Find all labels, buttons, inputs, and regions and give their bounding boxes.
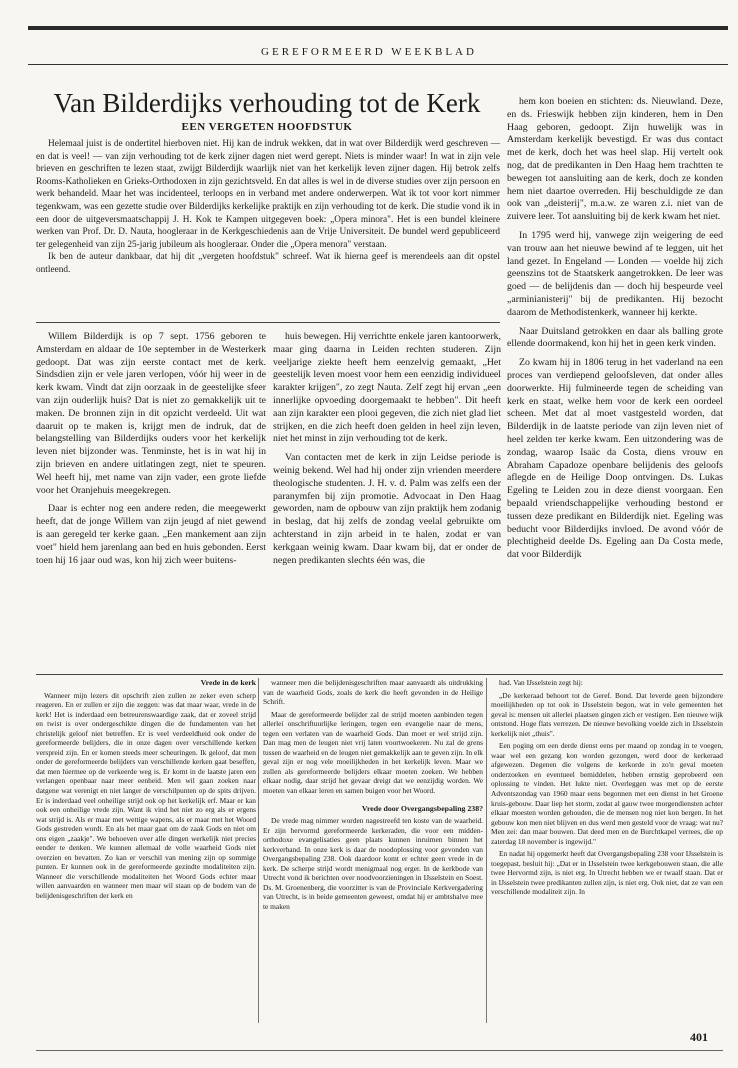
small-paragraph: „De kerkeraad behoort tot de Geref. Bond. Dat leverde geen bijzondere moeilijkheden op tot ook in IJsselstein begon, wat in vele gemeenten het geval is: mensen uit allerlei plaatsen gingen zich er vestigen. Een nieuwe wijk ontstond. Hoge flats verrezen. De nieuwe bevolking voelde zich in IJsselstein kerkelijk niet „thuis". xyxy=(491,690,723,738)
publication-masthead: GEREFORMEERD WEEKBLAD xyxy=(261,46,477,58)
page-number: 401 xyxy=(690,1030,708,1044)
small-paragraph: had. Van IJsselstein zegt hij: xyxy=(499,678,583,687)
small-paragraph: Een poging om een derde dienst eens per maand op zondag in te voegen, waar wel een gezang kon worden gezongen, werd door de kerkeraad afgewezen. Degenen die volgens de kerkorde in zo'n geval moeten onderzoeken en eventueel bemiddelen, hebben ernstig geprobeerd een oplossing te vinden. Het lukte niet. Overleggen was met op de eerste Adventszondag van 1960 maar eens begonnen met een dienst in het Groene kruis-gebouw. Daar liep het storm, zodat al gauw twee morgendiensten achter elkaar moesten worden gehouden, die de mensen nog niet kon bergen. In het gebouw kon men niet blijven en dus werd men gesteld voor de vraag: wat nu? Men zei: dan maar bouwen. Dat deed men en de Burchtkapel verrees, die op zaterdag 18 november is ingewijd." xyxy=(491,741,723,846)
top-border-rule xyxy=(28,26,728,30)
body-paragraph: Van contacten met de kerk in zijn Leidse periode is weinig bekend. Wel had hij onder zijn vrienden meerdere theologische studenten. J. H. v. d. Palm was zelfs een der paranymfen bij zijn promotie. Advocaat in Den Haag geworden, nam de opbouw van zijn praktijk hem zodanig in beslag, dat hij zelfs de zondag veelal gebruikte om achterstand in zijn arbeid in te halen, zodat er van kerkgaan weinig kwam. Daar kwam bij, dat er onder de negen predikanten slechts één was, die xyxy=(273,452,501,566)
small-paragraph: Maar de gereformeerde belijder zal de strijd moeten aanbinden tegen allerlei onschriftuurlijke leringen, tegen een evangelie naar de mens, tegen een verlaten van de waarheid Gods. Dan moet er wel strijd zijn. Dan mag men de leugen niet vrij laten voortwoekeren. Nu zal de grens tussen de waarheid en de leugen niet gemakkelijk aan te geven zijn. In elk geval zijn er nog vele moeilijkheden in het kerkelijk leven. Maar we zullen als gereformeerde belijders elkaar moeten zoeken. We hebben elkaar nodig, daar strijd het gevaar dreigt dat we eenzijdig worden. We moeten van elkaar leren en samen buigen voor het Woord. xyxy=(263,709,483,796)
section-divider xyxy=(36,674,723,675)
body-paragraph: hem kon boeien en stichten: ds. Nieuwland. Deze, en ds. Frieswijk hebben zijn kinderen, hem in Den Haag geboren, gedoopt. Zijn huwelijk was in Amsterdam kerkelijk bevestigd. Er was dus contact met de kerk, doch het was heel slap. Hij vertelt ook nog, dat de predikanten in Den Haag hem trachtten te bewegen tot aansluiting aan de kerk, doch ze konden hem niet daartoe overreden. Hij beschuldigde ze dan ook van „deisterij", m.a.w. ze waren z.i. niet van de zuivere leer. Tot aansluiting bij de kerk kwam het niet. xyxy=(507,96,723,223)
small-paragraph: De vrede mag nimmer worden nagestreefd ten koste van de waarheid. Er zijn hervormd gereformeerde kerkeraden, die voor een midden-orthodoxe evangelisaties geen plaats kunnen inruimen binnen het kerkverband. In onze kerk is daar de noodoplossing voor gevonden van Overgangsbepaling 238. Ook daardoor komt er echter geen vrede in de kerk. De scherpe strijd wordt menigmaal nog erger. In de kerkbode van Utrecht vond ik berichten over noodvoorzieningen in IJsselstein en Soest. Ds. M. Groenenberg, die voorzitter is van de Provinciale Kerkvergadering van Utrecht, is in beide gemeenten geweest, omdat hij er ambtshalve mee te maken xyxy=(263,816,483,912)
article-body-column-1 xyxy=(36,331,266,671)
article-subtitle: EEN VERGETEN HOOFDSTUK xyxy=(181,121,353,133)
body-paragraph: In 1795 werd hij, vanwege zijn weigering de eed van trouw aan het nieuwe bewind af te leggen, uit het land gezet. In Engeland — Londen — voelde hij zich geenszins tot de Staatskerk aangetrokken. De leer was goed — de belijdenis dan — doch hij bespeurde veel „arminianisterij" bij de predikanten. Hij bezocht daarom de Methodistenkerk, wanneer hij kerkte. xyxy=(507,229,723,318)
vrede-column xyxy=(36,678,256,1026)
footer-rule xyxy=(36,1050,723,1051)
article-title: Van Bilderdijks verhouding tot de Kerk xyxy=(53,88,481,118)
intro-paragraph: Helemaal juist is de ondertitel hierboven niet. Hij kan de indruk wekken, dat in wat over Bilderdijk werd geschreven — en dat is veel! — van zijn verhouding tot de kerk zijner dagen niet werd gerept. Niets is minder waar! In wat in zijn vele brieven en geschriften te lezen staat, zwijgt Bilderdijk waarlijk niet van het kerkelijk leven zijner dagen. Hij betrok zelfs Rooms-Katholieken en Grieks-Orthodoxen in zijn gezichtsveld. En dat alles is wel in de diverse studies over zijn persoon en werk behandeld. Maar het was incidenteel, terloops en in verband met andere onderwerpen. Wat ik tot voor kort nimmer tegenkwam, was een gezette studie over Bilderdijks kerkelijke praktijk en zijn verhouding tot de kerk. Die studie vond ik in een door de uitgeversmaatschappij J. H. Kok te Kampen uitgegeven boek: „Opera minora". Het is een bundel kleinere werken van Prof. Dr. D. Nauta, hoogleraar in de Kerkgeschiedenis aan de Vrije Universiteit. De bundel werd gepubliceerd ter gelegenheid van zijn 25-jarig jubileum als hoogleraar. Onder die „Opera menora" verstaan. xyxy=(36,139,500,250)
body-paragraph: Willem Bilderdijk is op 7 sept. 1756 geboren te Amsterdam en aldaar de 10e september in de Westerkerk gedoopt. Dat was zijn eerste contact met de kerk. Sindsdien zijn er vele jaren verlopen, vóór hij weer in de kerk kwam. Vindt dat zijn oorzaak in de geestelijke sfeer van zijn ouderlijk huis? Dat is niet zo gemakkelijk uit te maken. De bronnen zijn in dit opzicht verdeeld. Uit wat daaruit op te maken is, krijgt men de indruk, dat de belangstelling van Bilderdijks ouders voor het kerkelijk leven niet bijzonder was. Tenminste, het is in wat hij in zijn brieven en andere uitlatingen zegt, niet te speuren. Wel heeft hij, met name van zijn vader, een grote liefde voor het Oranjehuis meegekregen. xyxy=(36,331,266,496)
body-paragraph: Daar is echter nog een andere reden, die meegewerkt heeft, dat de jonge Willem van zijn jeugd af niet gewend is aan geregeld ter kerke gaan. „Een mankement aan zijn voet" hield hem jarenlang aan bed en huis gebonden. Eerst toen hij 16 jaar oud was, kon hij zich weer buitens- xyxy=(36,503,266,566)
small-paragraph: En nadat hij opgemerkt heeft dat Overgangsbepaling 238 voor IJsselstein is toegepast, besluit hij: „Dat er in IJsselstein twee kerkgebouwen staan, die alle twee Hervormd zijn, is niet erg. In Utrecht hebben we er twaalf staan. Dat er in IJsselstein twee predikanten zullen zijn, is niet erg. Ook niet, dat ze van een verschillende modaliteit zijn. In xyxy=(491,849,723,897)
column-divider xyxy=(258,678,259,1023)
middle-small-column xyxy=(263,678,483,1026)
column-divider xyxy=(486,678,487,1023)
body-paragraph: Zo kwam hij in 1806 terug in het vaderland na een proces van verdiepend geloofsleven, dat onder alles doorwerkte. Hij fulmineerde tegen de scheiding van kerk en staat, welke hem voor de kerk een oordeel scheen. Met dat al moet vastgesteld worden, dat Bilderdijk in de laatste periode van zijn leven niet of heel zelden ter kerke kwam. Een uitzondering was de zondag, waarop Isaäc da Costa, diens vrouw en Abraham Capadoze openbare belijdenis des geloofs aflegde en de Heilige Doop ontvingen. Ds. Lukas Egeling te Leiden zou in deze dienst voorgaan. Een bepaald vriendschappelijke verhouding bestond er tussen deze predikant en Bilderdijk niet. Egeling was beducht voor Bilderdijks invloed. De avond vóór de plechtigheid deelde Ds. Egeling aan Da Costa mede, dat voor Bilderdijk xyxy=(507,357,723,561)
article-body-column-2 xyxy=(273,331,501,671)
masthead-rule xyxy=(28,64,728,65)
intro-divider xyxy=(36,322,500,323)
body-paragraph: Naar Duitsland getrokken en daar als balling grote ellende doormakend, kon hij het in geen kerk vinden. xyxy=(507,325,723,350)
article-intro xyxy=(36,138,500,277)
small-paragraph: wanneer men die belijdenisgeschriften maar aanvaardt als uitdrukking van de waarheid Gods, zoals de kerk die heeft gevonden in de Heilige Schrift. xyxy=(263,678,483,707)
right-small-column xyxy=(491,678,723,1026)
intro-paragraph: Ik ben de auteur dankbaar, dat hij dit „vergeten hoofdstuk" schreef. Wat ik hierna geef is merendeels aan dit opstel ontleend. xyxy=(36,252,500,275)
vrede-heading: Vrede in de kerk xyxy=(200,678,256,687)
article-right-column xyxy=(507,96,723,651)
small-paragraph: Wanneer mijn lezers dit opschrift zien zullen ze zeker even scherp reageren. En er zullen er zijn die zeggen: was dat maar waar, vrede in de kerk! Het is inderdaad een betreurenswaardige zaak, dat er zoveel strijd en twist is over ondergeschikte dingen die de fundamenten van het christelijk geloof niet betreffen. Er is veel verdeeldheid ook onder de gereformeerde belijders, die in onze dagen over verschillende kerken verspreid zijn. En er komen steeds meer scheuringen. Ik geloof, dat men onder de gereformeerde belijders van verschillende kerken gaat beseffen, dat men hiermee op de verkeerde weg is. Er komt in de laatste jaren een verlangen openbaar naar meer eenheid. Men wil gaan zoeken naar datgene wat verenigt en niet langer de verschilpunten op de spits drijven. Er is inderdaad veel onheilige strijd ook op het kerkelijk erf. Maar er kan ook een onheilige vrede zijn. Want ik vind het niet zo erg als er ergens wat strijd is. Als er maar met wettige wapens, als er maar met het Woord Gods gestreden wordt. En als het maar gaat om de zaak Gods en niet om ons eigen „zaakje". We behoeven over alle dingen werkelijk niet precies eender te denken. We kunnen allemaal de volle waarheid Gods niet overzien en bevatten. Zo kan er verschil van mening zijn op sommige punten. Er kunnen ook in de gereformeerde gezindte modaliteiten zijn. Wanneer die verschillende modaliteiten het Woord Gods echter maar willen aanvaarden en wanneer men maar wil staan op de bodem van de belijdenisgeschriften der kerk en xyxy=(36,690,256,901)
overgangsbepaling-heading: Vrede door Overgangsbepaling 238? xyxy=(361,803,483,813)
body-paragraph: huis bewegen. Hij verrichtte enkele jaren kantoorwerk, maar ging daarna in Leiden rechten studeren. Zijn veeljarige ziekte heeft hem eenzelvig gemaakt, „Het geestelijk leven moest voor hem een eenzidig individueel karakter krijgen", zo zegt Nauta. Zelf zegt hij ervan „een innerlijke opvoeding doorgemaakt te hebben". Dit heeft aan zijn karakter een plooi gegeven, die zich niet glad liet strijken, en die zich heeft doen gelden in heel zijn leven, niet het minst in zijn verhouding tot de kerk. xyxy=(273,331,501,445)
